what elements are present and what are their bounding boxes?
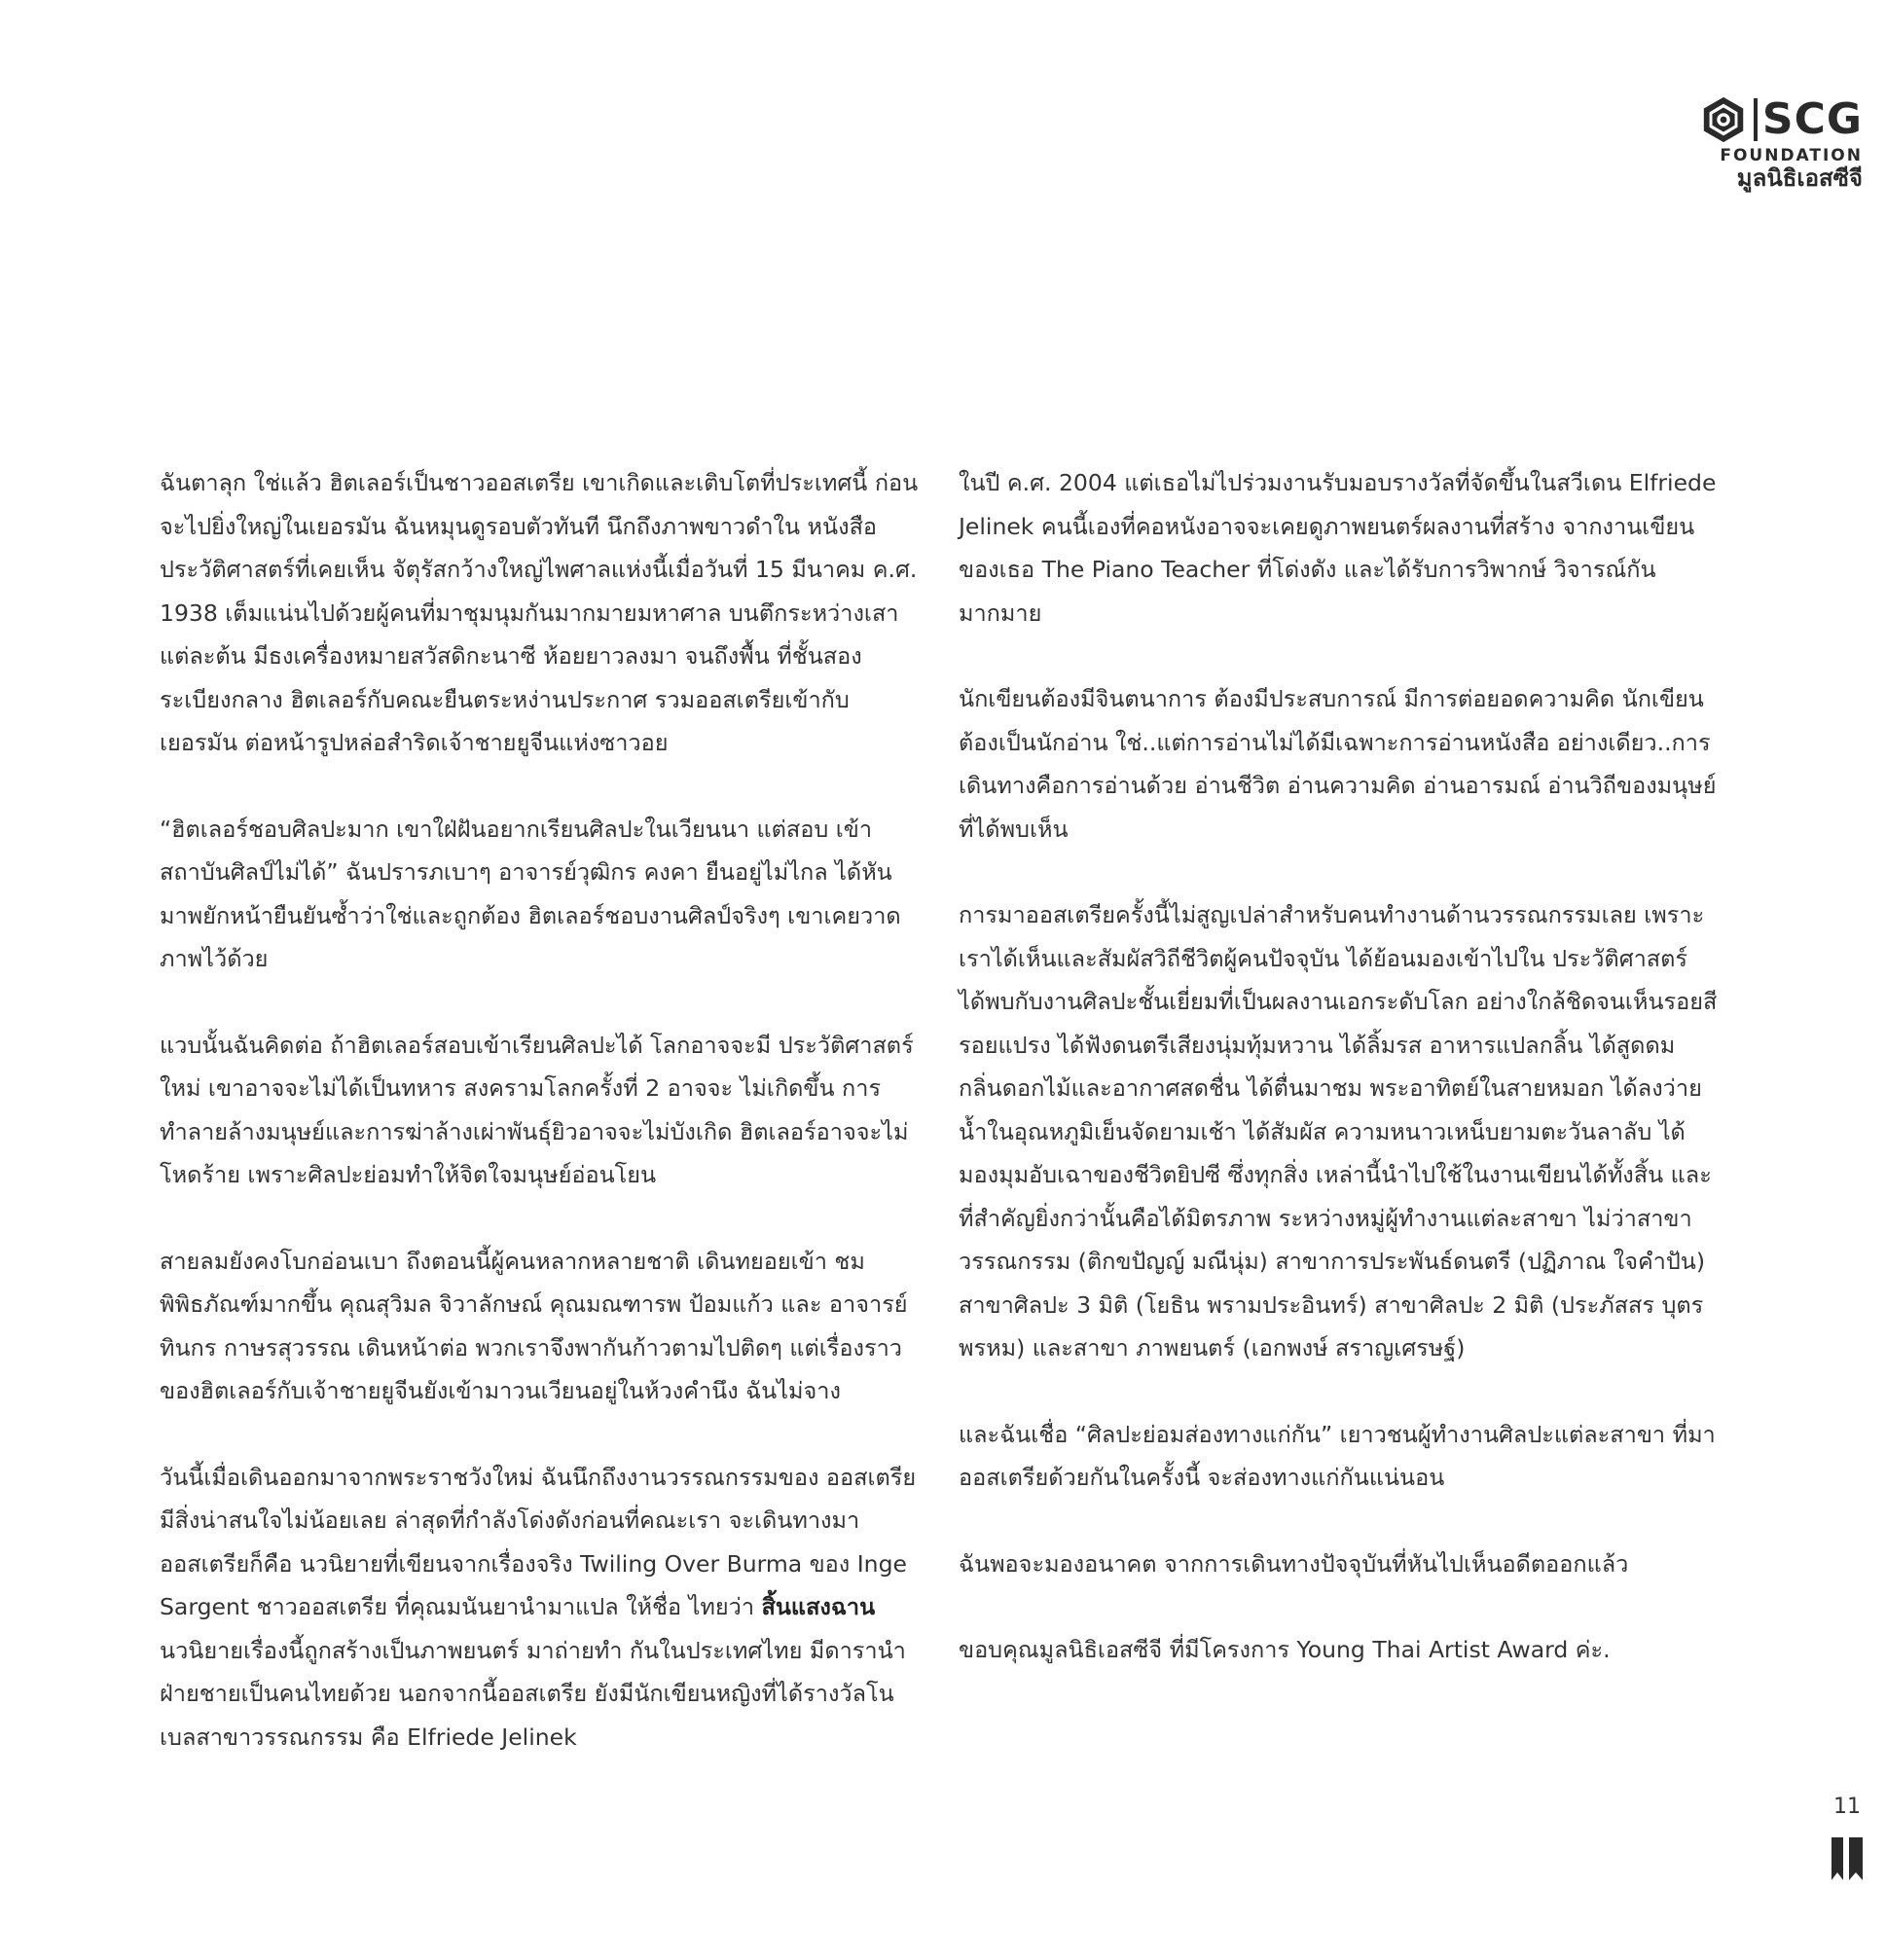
paragraph: การมาออสเตรียครั้งนี้ไม่สูญเปล่าสำหรับคนทำงานด้านวรรณกรรมเลย เพราะเราได้เห็นและสัมผัสวิถีชีวิตผู้คนปัจจุบัน ได้ย้อนมองเข้าไปใน ประวัติศาสตร์ ได้พบกับงานศิลปะชั้นเยี่ยมที่เป็นผลงานเอกระดับโลก อย่างใกล้ชิดจนเห็นรอยสีรอยแปรง ได้ฟังดนตรีเสียงนุ่มทุ้มหวาน ได้ลิ้มรส อาหารแปลกลิ้น ได้สูดดมกลิ่นดอกไม้และอากาศสดชื่น ได้ตื่นมาชม พระอาทิตย์ในสายหมอก ได้ลงว่ายน้ำในอุณหภูมิเย็นจัดยามเช้า ได้สัมผัส ความหนาวเหน็บยามตะวันลาลับ ได้มองมุมอับเฉาของชีวิตยิปซี ซึ่งทุกสิ่ง เหล่านี้นำไปใช้ในงานเขียนได้ทั้งสิ้น และที่สำคัญยิ่งกว่านั้นคือได้มิตรภาพ ระหว่างหมู่ผู้ทำงานแต่ละสาขา ไม่ว่าสาขาวรรณกรรม (ติกขปัญญ์ มณีนุ่ม) สาขาการประพันธ์ดนตรี (ปฏิภาณ ใจคำปัน) สาขาศิลปะ 3 มิติ (โยธิน พรามประอินทร์) สาขาศิลปะ 2 มิติ (ประภัสสร บุตรพรหม) และสาขา ภาพยนตร์ (เอกพงษ์ สราญเศรษฐ์) <box>959 901 1718 1361</box>
paragraph: “ฮิตเลอร์ชอบศิลปะมาก เขาใฝ่ฝันอยากเรียนศิลปะในเวียนนา แต่สอบ เข้าสถาบันศิลป์ไม่ได้” ฉันปรารภเบาๆ อาจารย์วุฒิกร คงคา ยืนอยู่ไม่ไกล ได้หันมาพยักหน้ายืนยันซ้ำว่าใช่และถูกต้อง ฮิตเลอร์ชอบงานศิลป์จริงๆ เขาเคยวาดภาพไว้ด้วย <box>160 815 901 972</box>
paragraph: ฉันพอจะมองอนาคต จากการเดินทางปัจจุบันที่หันไปเห็นอดีตออกแล้ว <box>959 1549 1629 1578</box>
left-text-column <box>160 461 919 1801</box>
paragraph: ขอบคุณมูลนิธิเอสซีจี ที่มีโครงการ Young Thai Artist Award ค่ะ. <box>959 1636 1611 1663</box>
logo-foundation-text: FOUNDATION <box>1720 146 1863 165</box>
scg-emblem-icon <box>1699 94 1748 145</box>
book-title: สิ้นแสงฉาน <box>761 1593 876 1620</box>
bookmark-icon <box>1830 1835 1865 1882</box>
paragraph-text: วันนี้เมื่อเดินออกมาจากพระราชวังใหม่ ฉันนึกถึงงานวรรณกรรมของ ออสเตรีย มีสิ่งน่าสนใจไม่น้อยเลย ล่าสุดที่กำลังโด่งดังก่อนที่คณะเรา จะเดินทางมาออสเตรียก็คือ นวนิยายที่เขียนจากเรื่องจริง Twiling Over Burma ของ Inge Sargent ชาวออสเตรีย ที่คุณมนันยานำมาแปล ให้ชื่อ ไทยว่า <box>160 1463 917 1620</box>
paragraph-text: นวนิยายเรื่องนี้ถูกสร้างเป็นภาพยนตร์ มาถ่ายทำ กันในประเทศไทย มีดารานำฝ่ายชายเป็นคนไทยด้วย นอกจากนี้ออสเตรีย ยังมีนักเขียนหญิงที่ได้รางวัลโนเบลสาขาวรรณกรรม คือ Elfriede Jelinek <box>160 1636 906 1751</box>
right-text-column <box>959 461 1718 1715</box>
paragraph: ในปี ค.ศ. 2004 แต่เธอไม่ไปร่วมงานรับมอบรางวัลที่จัดขึ้นในสวีเดน Elfriede Jelinek คนนี้เองที่คอหนังอาจจะเคยดูภาพยนตร์ผลงานที่สร้าง จากงานเขียนของเธอ The Piano Teacher ที่โด่งดัง และได้รับการวิพากษ์ วิจารณ์กันมากมาย <box>959 469 1717 627</box>
paragraph: และฉันเชื่อ “ศิลปะย่อมส่องทางแก่กัน” เยาวชนผู้ทำงานศิลปะแต่ละสาขา ที่มาออสเตรียด้วยกันในครั้งนี้ จะส่องทางแก่กันแน่นอน <box>959 1420 1716 1491</box>
paragraph: แวบนั้นฉันคิดต่อ ถ้าฮิตเลอร์สอบเข้าเรียนศิลปะได้ โลกอาจจะมี ประวัติศาสตร์ใหม่ เขาอาจจะไม่ได้เป็นทหาร สงครามโลกครั้งที่ 2 อาจจะ ไม่เกิดขึ้น การทำลายล้างมนุษย์และการฆ่าล้างเผ่าพันธุ์ยิวอาจจะไม่บังเกิด ฮิตเลอร์อาจจะไม่โหดร้าย เพราะศิลปะย่อมทำให้จิตใจมนุษย์อ่อนโยน <box>160 1031 914 1188</box>
paragraph: ฉันตาลุก ใช่แล้ว ฮิตเลอร์เป็นชาวออสเตรีย เขาเกิดและเติบโตที่ประเทศนี้ ก่อนจะไปยิ่งใหญ่ในเยอรมัน ฉันหมุนดูรอบตัวทันที นึกถึงภาพขาวดำใน หนังสือประวัติศาสตร์ที่เคยเห็น จัตุรัสกว้างใหญ่ไพศาลแห่งนี้เมื่อวันที่ 15 มีนาคม ค.ศ. 1938 เต็มแน่นไปด้วยผู้คนที่มาชุมนุมกันมากมายมหาศาล บนตึกระหว่างเสาแต่ละต้น มีธงเครื่องหมายสวัสดิกะนาซี ห้อยยาวลงมา จนถึงพื้น ที่ชั้นสองระเบียงกลาง ฮิตเลอร์กับคณะยืนตระหง่านประกาศ รวมออสเตรียเข้ากับเยอรมัน ต่อหน้ารูปหล่อสำริดเจ้าชายยูจีนแห่งซาวอย <box>160 469 919 756</box>
logo-top-row <box>1699 95 1863 144</box>
page-number: 11 <box>1833 1795 1861 1819</box>
logo-divider <box>1754 98 1758 141</box>
paragraph-with-book-title <box>160 1456 919 1760</box>
scg-foundation-logo <box>1699 95 1863 193</box>
paragraph: สายลมยังคงโบกอ่อนเบา ถึงตอนนี้ผู้คนหลากหลายชาติ เดินทยอยเข้า ชมพิพิธภัณฑ์มากขึ้น คุณสุวิมล จิวาลักษณ์ คุณมณฑารพ ป้อมแก้ว และ อาจารย์ทินกร กาษรสุวรรณ เดินหน้าต่อ พวกเราจึงพากันก้าวตามไปติดๆ แต่เรื่องราวของฮิตเลอร์กับเจ้าชายยูจีนยังเข้ามาวนเวียนอยู่ในห้วงคำนึง ฉันไม่จาง <box>160 1247 908 1404</box>
logo-brand-text: SCG <box>1761 94 1863 144</box>
paragraph: นักเขียนต้องมีจินตนาการ ต้องมีประสบการณ์ มีการต่อยอดความคิด นักเขียนต้องเป็นนักอ่าน ใช่..แต่การอ่านไม่ได้มีเฉพาะการอ่านหนังสือ อย่างเดียว..การเดินทางคือการอ่านด้วย อ่านชีวิต อ่านความคิด อ่านอารมณ์ อ่านวิถีของมนุษย์ที่ได้พบเห็น <box>959 685 1717 843</box>
logo-thai-name: มูลนิธิเอสซีจี <box>1736 164 1863 192</box>
